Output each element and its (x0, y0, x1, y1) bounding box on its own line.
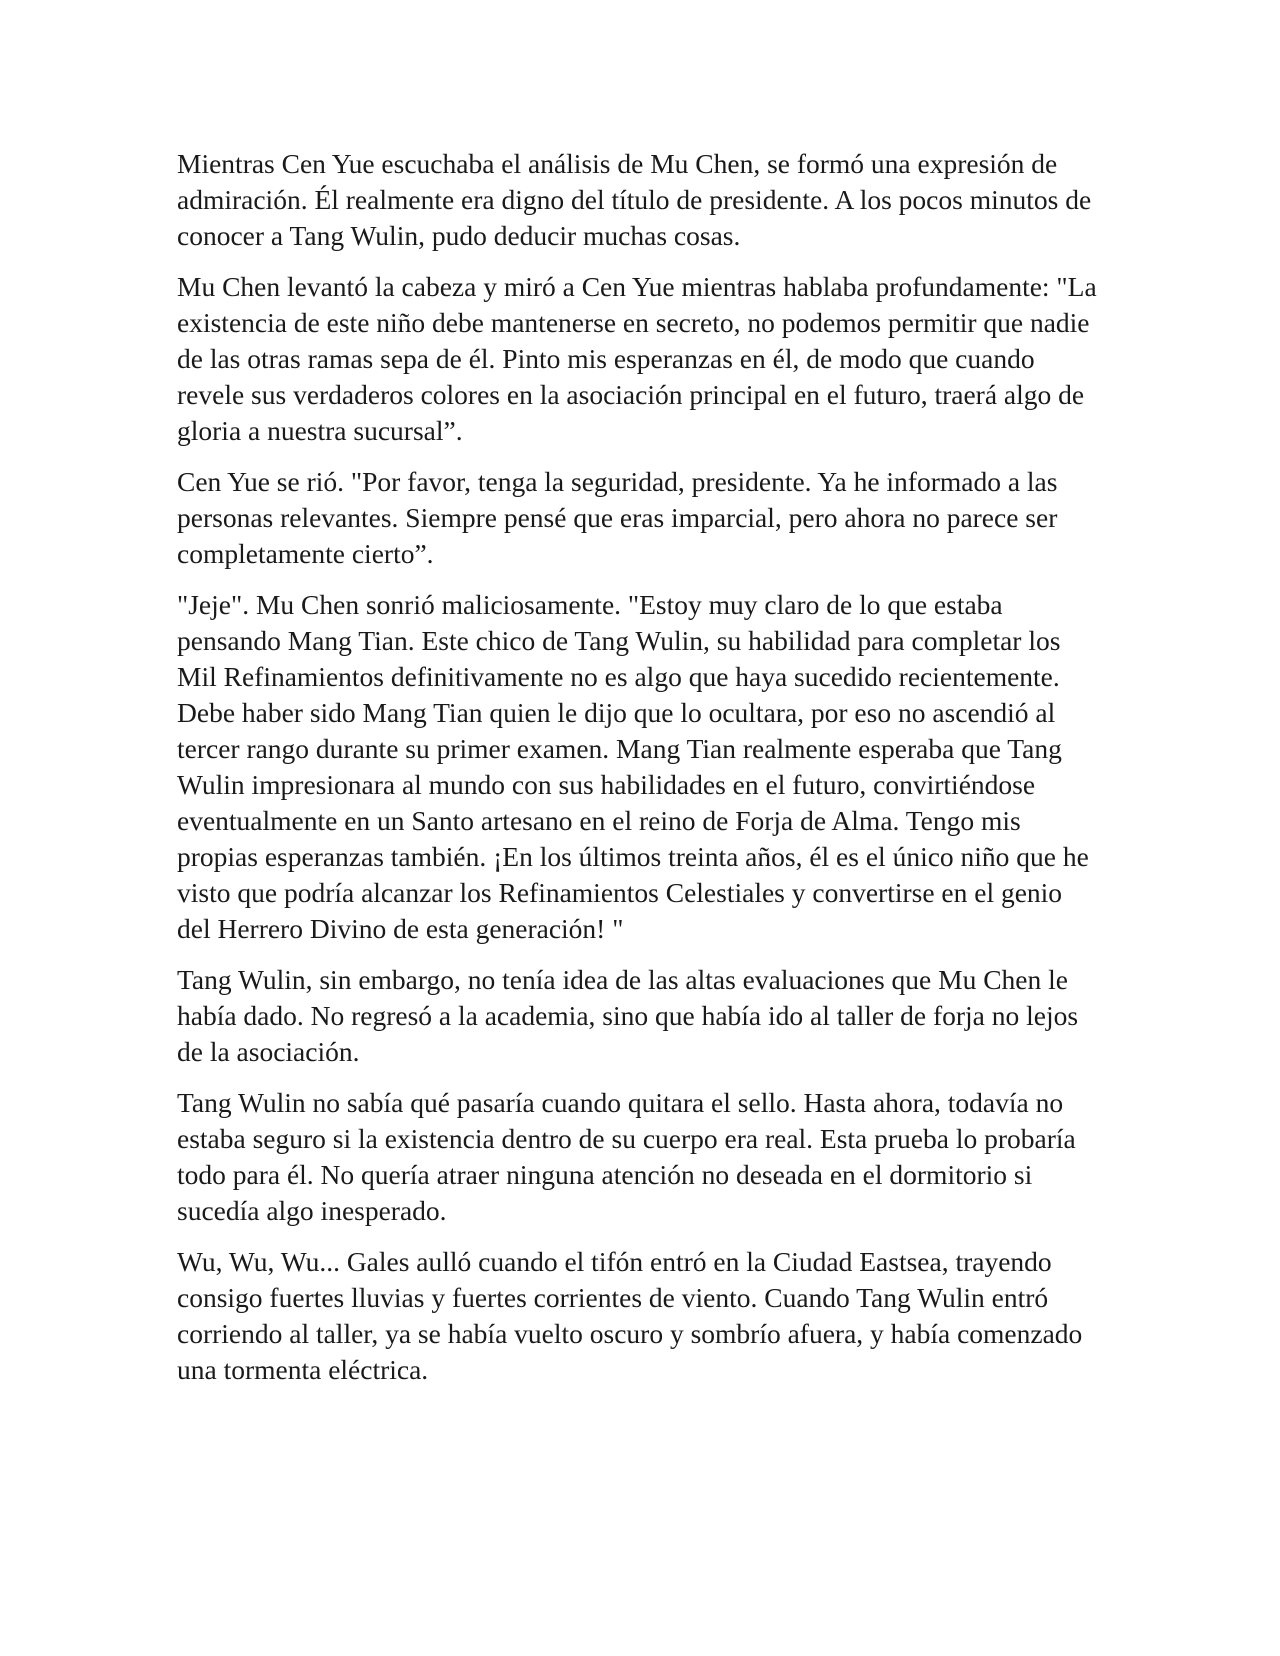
paragraph-5: Tang Wulin, sin embargo, no tenía idea de las altas evaluaciones que Mu Chen le había dado. No regresó a la academia, sino que había ido al taller de forja no lejos de la asociación. (177, 964, 1079, 1067)
paragraph-6: Tang Wulin no sabía qué pasaría cuando quitara el sello. Hasta ahora, todavía no estaba seguro si la existencia dentro de su cuerpo era real. Esta prueba lo probaría todo para él. No quería atraer ninguna atención no deseada en el dormitorio si sucedía algo inesperado. (177, 1087, 1076, 1226)
paragraph-1: Mientras Cen Yue escuchaba el análisis de Mu Chen, se formó una expresión de admiración. Él realmente era digno del título de presidente. A los pocos minutos de conocer a Tang Wulin, pudo deducir muchas cosas. (177, 148, 1092, 251)
document-body (177, 146, 1097, 1403)
paragraph-2: Mu Chen levantó la cabeza y miró a Cen Yue mientras hablaba profundamente: "La existencia de este niño debe mantenerse en secreto, no podemos permitir que nadie de las otras ramas sepa de él. Pinto mis esperanzas en él, de modo que cuando revele sus verdaderos colores en la asociación principal en el futuro, traerá algo de gloria a nuestra sucursal”. (177, 271, 1097, 446)
paragraph-7: Wu, Wu, Wu... Gales aulló cuando el tifón entró en la Ciudad Eastsea, trayendo consigo fuertes lluvias y fuertes corrientes de viento. Cuando Tang Wulin entró corriendo al taller, ya se había vuelto oscuro y sombrío afuera, y había comenzado una tormenta eléctrica. (177, 1246, 1083, 1385)
paragraph-4: "Jeje". Mu Chen sonrió maliciosamente. "Estoy muy claro de lo que estaba pensando Mang Tian. Este chico de Tang Wulin, su habilidad para completar los Mil Refinamientos definitivamente no es algo que haya sucedido recientemente. Debe haber sido Mang Tian quien le dijo que lo ocultara, por eso no ascendió al tercer rango durante su primer examen. Mang Tian realmente esperaba que Tang Wulin impresionara al mundo con sus habilidades en el futuro, convirtiéndose eventualmente en un Santo artesano en el reino de Forja de Alma. Tengo mis propias esperanzas también. ¡En los últimos treinta años, él es el único niño que he visto que podría alcanzar los Refinamientos Celestiales y convertirse en el genio del Herrero Divino de esta generación! " (177, 589, 1089, 944)
paragraph-3: Cen Yue se rió. "Por favor, tenga la seguridad, presidente. Ya he informado a las personas relevantes. Siempre pensé que eras imparcial, pero ahora no parece ser completamente cierto”. (177, 466, 1058, 569)
